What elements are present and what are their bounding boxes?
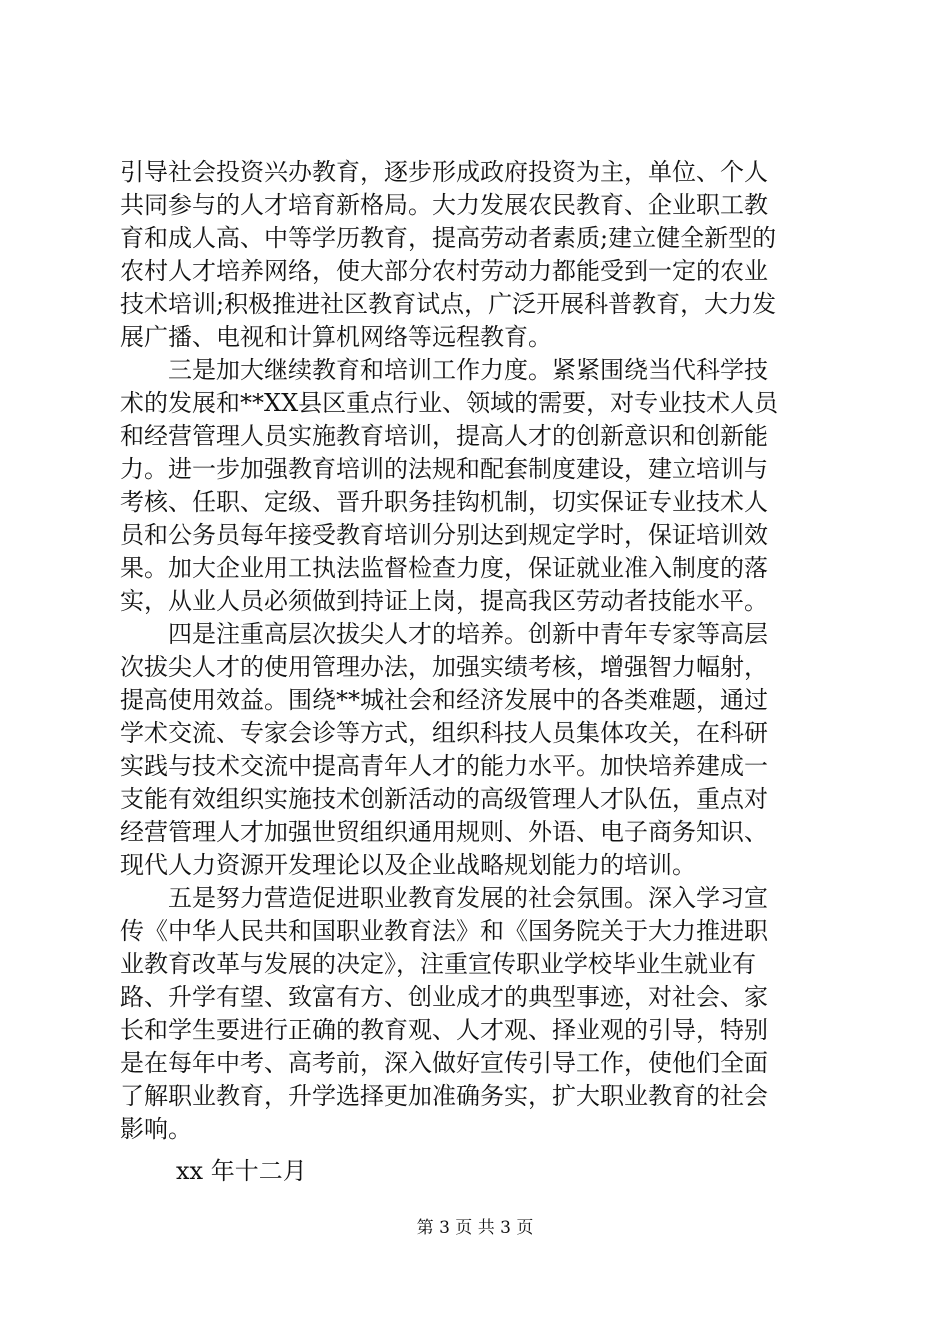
body-line: 引导社会投资兴办教育，逐步形成政府投资为主，单位、个人 [120, 158, 768, 186]
body-line: 考核、任职、定级、晋升职务挂钩机制，切实保证专业技术人 [120, 488, 768, 516]
page-footer [0, 1216, 950, 1240]
body-line: 提高使用效益。围绕**城社会和经济发展中的各类难题，通过 [120, 686, 768, 714]
body-line: 实，从业人员必须做到持证上岗，提高我区劳动者技能水平。 [120, 587, 768, 615]
body-line: 和经营管理人员实施教育培训，提高人才的创新意识和创新能 [120, 422, 768, 450]
body-line: 了解职业教育，升学选择更加准确务实，扩大职业教育的社会 [120, 1082, 768, 1110]
document-date: xx 年十二月 [176, 1157, 307, 1185]
body-line: 传《中华人民共和国职业教育法》和《国务院关于大力推进职 [120, 917, 768, 945]
document-body [120, 156, 840, 1196]
page-indicator: 第 3 页 共 3 页 [416, 1218, 534, 1238]
body-line: 次拔尖人才的使用管理办法，加强实绩考核，增强智力幅射， [120, 653, 768, 681]
body-line: 影响。 [120, 1115, 192, 1143]
body-line: 术的发展和**XX县区重点行业、领域的需要，对专业技术人员 [120, 389, 779, 417]
body-line: 实践与技术交流中提高青年人才的能力水平。加快培养建成一 [120, 752, 768, 780]
body-line: 是在每年中考、高考前，深入做好宣传引导工作，使他们全面 [120, 1049, 768, 1077]
body-line: 展广播、电视和计算机网络等远程教育。 [120, 323, 552, 351]
body-line: 员和公务员每年接受教育培训分别达到规定学时，保证培训效 [120, 521, 768, 549]
body-line: 学术交流、专家会诊等方式，组织科技人员集体攻关，在科研 [120, 719, 768, 747]
body-line: 支能有效组织实施技术创新活动的高级管理人才队伍，重点对 [120, 785, 768, 813]
body-line: 长和学生要进行正确的教育观、人才观、择业观的引导，特别 [120, 1016, 768, 1044]
body-line: 经营管理人才加强世贸组织通用规则、外语、电子商务知识、 [120, 818, 768, 846]
body-line: 共同参与的人才培育新格局。大力发展农民教育、企业职工教 [120, 191, 768, 219]
body-line: 现代人力资源开发理论以及企业战略规划能力的培训。 [120, 851, 696, 879]
body-line: 四是注重高层次拔尖人才的培养。创新中青年专家等高层 [120, 620, 768, 648]
body-line: 农村人才培养网络，使大部分农村劳动力都能受到一定的农业 [120, 257, 768, 285]
body-line: 力。进一步加强教育培训的法规和配套制度建设，建立培训与 [120, 455, 768, 483]
body-line: 五是努力营造促进职业教育发展的社会氛围。深入学习宣 [120, 884, 768, 912]
body-line: 路、升学有望、致富有方、创业成才的典型事迹，对社会、家 [120, 983, 768, 1011]
body-line: 三是加大继续教育和培训工作力度。紧紧围绕当代科学技 [120, 356, 768, 384]
body-line: 业教育改革与发展的决定》，注重宣传职业学校毕业生就业有 [120, 950, 756, 978]
body-line: 育和成人高、中等学历教育，提高劳动者素质;建立健全新型的 [120, 224, 777, 252]
body-line: 技术培训;积极推进社区教育试点，广泛开展科普教育，大力发 [120, 290, 777, 318]
body-line: 果。加大企业用工执法监督检查力度，保证就业准入制度的落 [120, 554, 768, 582]
